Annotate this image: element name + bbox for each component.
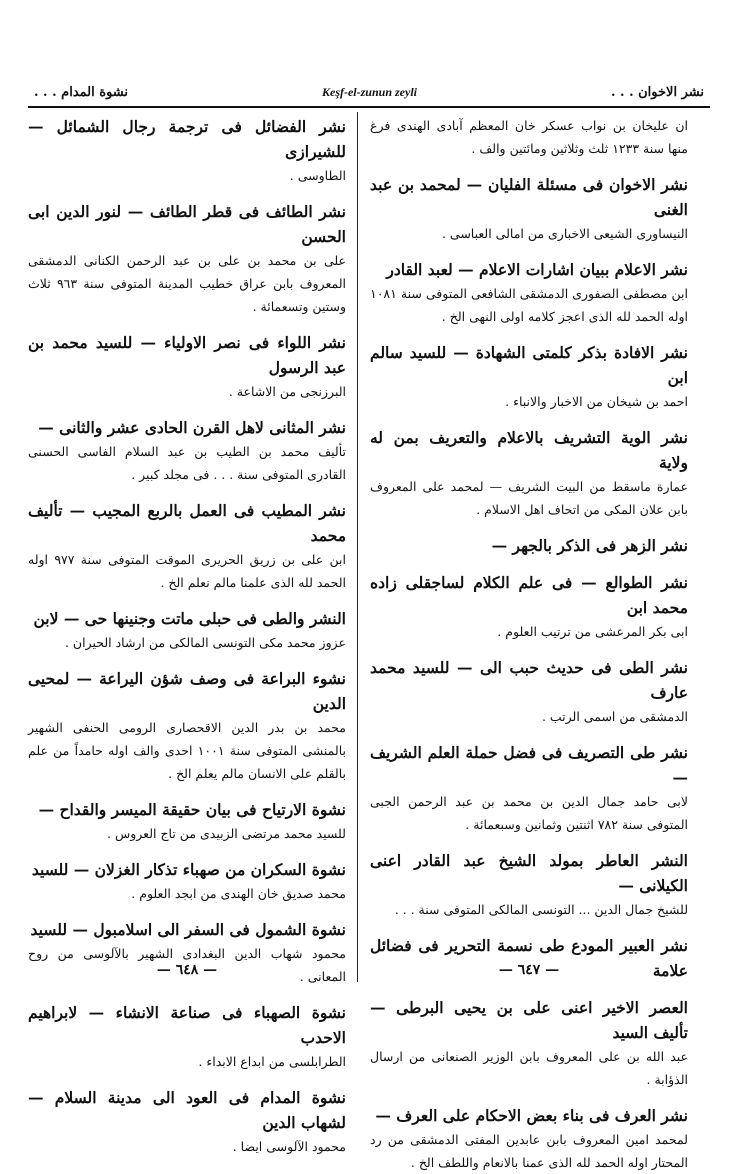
dictionary-entry [370,257,688,328]
entry-heading: نشر الطوالع — فى علم الكلام لساجقلى زاده محمد ابن [370,573,688,617]
entry-heading: نشر الطائف فى قطر الطائف — لنور الدين ابى الحسن [28,202,346,246]
center-running-title: Keşf-el-zunun zeyli [321,84,417,99]
entry-heading: نشر العبير المودع طى نسمة التحرير فى فضائل علامة [370,936,688,980]
dictionary-entry [28,415,346,486]
entry-text: لابى حامد جمال الدين بن محمد بن عبد الرحمن الجبى المتوفى سنة ٧٨٢ اثنتين وثمانين وسبعمائة . [370,794,688,832]
entry-text: الطاوسى . [289,168,346,183]
dictionary-entry [370,340,688,413]
entry-text: الطرابلسى من ابداع الابداء . [198,1054,346,1069]
dictionary-entry [28,666,346,785]
entry-heading: العصر الاخير اعنى على بن يحيى البرطى — تأليف السيد [370,998,688,1042]
column-divider [357,112,358,982]
entry-heading: نشر طى التصريف فى فضل حملة العلم الشريف — [370,743,688,787]
right-page-number: — ٦٤٧ — [498,962,560,978]
entry-text: محمد صديق خان الهندى من ابجد العلوم . [131,886,346,901]
dictionary-entry [370,740,688,836]
entry-heading: النشر والطى فى حبلى ماتت وجنينها حى — لابن [33,609,346,628]
entry-heading: نشر العرف فى بناء بعض الاحكام على العرف — [375,1106,688,1125]
entry-heading: نشر المثانى لاهل القرن الحادى عشر والثانى — [38,418,346,437]
right-running-title: نشر الاخوان . . . [610,84,704,100]
dictionary-entry [28,1000,346,1073]
dictionary-entry [370,848,688,921]
entry-text: عزوز محمد مكى التونسى المالكى من ارشاد الحيران . [64,635,346,650]
entry-text: الدمشقى من اسمى الرتب . [541,709,688,724]
dictionary-entry [370,533,688,558]
entry-heading: نشوة الشمول فى السفر الى اسلامبول — للسيد [30,920,346,939]
entry-heading: نشر الاعلام ببيان اشارات الاعلام — لعبد القادر [386,260,688,279]
dictionary-entry [370,1103,688,1174]
dictionary-entry [370,995,688,1091]
entry-heading: النشر العاطر بمولد الشيخ عبد القادر اعنى الكيلانى — [370,851,688,895]
entry-heading: نشر اللواء فى نصر الاولياء — للسيد محمد بن عبد الرسول [28,333,346,377]
right-column [370,114,688,1170]
entry-text: محمود الآلوسى ايضا . [232,1139,346,1154]
entry-text: عبد الله بن على المعروف بابن الوزير الصنعانى من ارسال الذؤابة . [370,1049,688,1087]
entry-text: النيساورى الشيعى الاخبارى من امالى العباسى . [441,226,688,241]
header-rule [28,106,710,108]
entry-heading: نشوء البراعة فى وصف شؤن اليراعة — لمحيى الدين [28,669,346,713]
dictionary-entry [28,797,346,845]
dictionary-entry [370,425,688,521]
dictionary-entry [28,857,346,905]
running-header [34,80,704,104]
dictionary-entry [28,498,346,594]
entry-text: على بن محمد بن على بن عبد الرحمن الكنانى الدمشقى المعروف بابن عراق خطيب المدينة المتوفى سنة ٩٦٣ ثلاث وستين وتسعمائة . [28,253,346,314]
dictionary-entry [28,199,346,318]
left-running-title: نشوة المدام . . . [34,84,128,100]
dictionary-entry [28,330,346,403]
entry-text: للسيد محمد مرتضى الزبيدى من تاج العروس . [107,826,346,841]
dictionary-entry [370,114,688,160]
dictionary-entry [28,1085,346,1158]
entry-text: ان عليخان بن نواب عسكر خان المعظم آبادى الهندى فرغ منها سنة ١٢٣٣ ثلث وثلاثين ومائتين والف . [370,118,688,156]
dictionary-entry [370,655,688,728]
entry-heading: نشر الزهر فى الذكر بالجهر — [491,536,688,555]
entry-text: محمود شهاب الدين البغدادى الشهير بالآلوسى من روح المعانى . [28,946,346,984]
entry-heading: نشوة الارتياح فى بيان حقيقة الميسر والقداح — [38,800,346,819]
entry-heading: نشر الاخوان فى مسئلة الفليان — لمحمد بن عبد الغنى [370,175,688,219]
entry-text: ابن على بن زريق الحريرى الموقت المتوفى سنة ٩٧٧ اوله الحمد لله الذى علمنا مالم نعلم الخ . [28,552,346,590]
entry-text: احمد بن شيخان من الاخبار والانباء . [505,394,688,409]
entry-heading: نشر الطى فى حديث حبب الى — للسيد محمد عارف [370,658,688,702]
dictionary-entry [370,172,688,245]
entry-text: للشيخ جمال الدين ... التونسى المالكى المتوفى سنة . . . [394,902,688,917]
entry-heading: نشوة الصهباء فى صناعة الانشاء — لابراهيم الاحدب [28,1003,346,1047]
entry-heading: نشر الفضائل فى ترجمة رجال الشمائل — للشيرازى [28,117,346,161]
entry-text: محمد بن بدر الدين الاقحصارى الرومى الحنفى الشهير بالمنشى المتوفى سنة ١٠٠١ احدى والف اوله حامداً من علم بالقلم على الانسان مالم يعلم الخ . [28,720,346,781]
entry-text: عمارة ماسقط من البيت الشريف — لمحمد على المعروف بابن علان المكى من اتحاف اهل الاسلام . [370,479,688,517]
dictionary-entry [370,570,688,643]
entry-heading: نشوة السكران من صهباء تذكار الغزلان — للسيد [31,860,346,879]
entry-text: تأليف محمد بن الطيب بن عبد السلام الفاسى الحسنى القادرى المتوفى سنة . . . فى مجلد كبير . [28,444,346,482]
dictionary-entry [28,114,346,187]
entry-text: ابى بكر المرعشى من ترتيب العلوم . [497,624,688,639]
entry-heading: نشر المطيب فى العمل بالربع المجيب — تأليف محمد [28,501,346,545]
left-column [28,114,346,1154]
entry-text: لمحمد امين المعروف بابن عابدين المفتى الدمشقى من رد المحتار اوله الحمد لله الذى عمنا بالانعام واللطف الخ . [370,1132,688,1170]
entry-text: ابن مصطفى الصفورى الدمشقى الشافعى المتوفى سنة ١٠٨١ اوله الحمد لله الذى اعجز كلامه اولى النهى الخ . [370,286,688,324]
entry-text: البرزنجى من الاشاعة . [228,384,346,399]
entry-heading: نشر الافادة بذكر كلمتى الشهادة — للسيد سالم ابن [370,343,688,387]
entry-heading: نشر الوية التشريف بالاعلام والتعريف بمن له ولاية [370,428,688,472]
left-page-number: — ٦٤٨ — [156,962,218,978]
dictionary-entry [28,606,346,654]
entry-heading: نشوة المدام فى العود الى مدينة السلام — لشهاب الدين [28,1088,346,1132]
